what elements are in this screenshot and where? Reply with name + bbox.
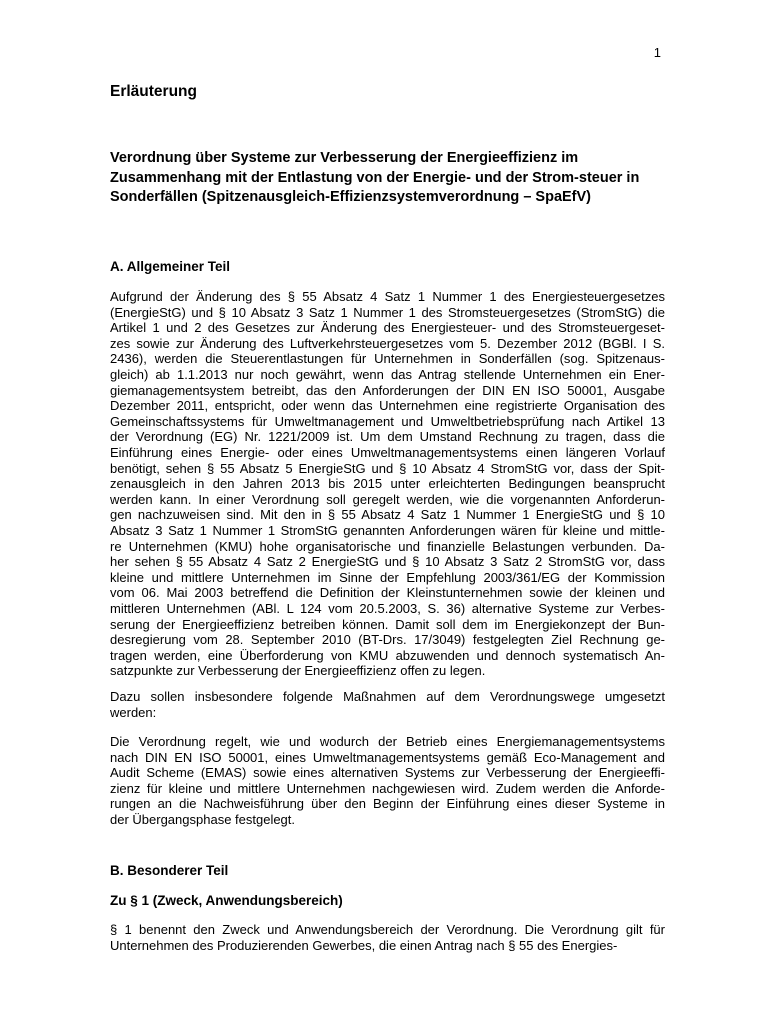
paragraph-line: gleich) ab 1.1.2013 nur noch gewährt, wenn das Antrag stellende Unternehmen ein Ener- xyxy=(110,367,665,382)
explanation-heading: Erläuterung xyxy=(110,83,197,100)
paragraph-line: tragen werden, eine Überforderung von KMU abzuwenden und dennoch systematisch An- xyxy=(110,647,665,663)
paragraph-line: satzpunkte zur Verbesserung der Energieeffizienz offen zu legen. xyxy=(110,663,486,679)
paragraph-line: werden kann. In einer Verordnung soll geregelt werden, wie die vorgenannten Anforderun- xyxy=(110,491,665,507)
paragraph-line: (EnergieStG) und § 10 Absatz 3 Satz 1 Nummer 1 des Stromsteuergesetzes (StromStG) die xyxy=(110,304,665,320)
paragraph-line: Gemeinschaftssystems für Umweltmanagement und Umweltbetriebsprüfung nach Artikel 13 xyxy=(110,413,665,429)
paragraph-line: re Unternehmen (KMU) hohe organisatorische und finanzielle Belastungen verbunden. Da- xyxy=(110,538,665,554)
paragraph-line: Dazu sollen insbesondere folgende Maßnahmen auf dem Verordnungswege umgesetzt xyxy=(110,689,665,704)
paragraph-line: Die Verordnung regelt, wie und wodurch der Betrieb eines Energiemanagementsystems xyxy=(110,734,665,749)
paragraph-line: vom 06. Mai 2003 betreffend die Definition der Kleinstunternehmen sowie der kleinen und xyxy=(110,585,665,601)
paragraph-line: desregierung vom 28. September 2010 (BT-Drs. 17/3049) festgelegten Ziel Rechnung ge- xyxy=(110,632,665,648)
page-number: 1 xyxy=(653,45,661,60)
paragraph-line: der Verordnung (EG) Nr. 1221/2009 ist. Um dem Umstand Rechnung zu tragen, dass die xyxy=(110,429,665,445)
section-a-heading: A. Allgemeiner Teil xyxy=(110,259,231,274)
paragraph-line: werden: xyxy=(110,704,157,720)
paragraph-line: rungen an die Nachweisführung über den Beginn der Einführung eines dieser Systeme in xyxy=(110,796,665,812)
section-b-subheading: Zu § 1 (Zweck, Anwendungsbereich) xyxy=(110,893,343,908)
paragraph-line: giemanagementsystem betreibt, das den Anforderungen der DIN EN ISO 50001, Ausgabe xyxy=(110,382,665,398)
paragraph-line: Absatz 3 Satz 1 Nummer 1 StromStG genannten Anforderungen wären für kleine und mittle- xyxy=(110,523,665,538)
paragraph-line: zenausgleich in den Jahren 2013 bis 2015 unter erleichterten Bedingungen beansprucht xyxy=(110,476,665,492)
paragraph-line: Dezember 2011, entspricht, oder wenn das Unternehmen eine registrierte Organisation des xyxy=(110,398,665,414)
paragraph-line: Audit Scheme (EMAS) sowie eines alternativen Systems zur Verbesserung der Energieeffi- xyxy=(110,765,665,781)
paragraph-line: gen nachzuweisen sind. Mit den in § 55 Absatz 4 Satz 1 Nummer 1 EnergieStG und § 10 xyxy=(110,507,665,523)
paragraph-line: Aufgrund der Änderung des § 55 Absatz 4 Satz 1 Nummer 1 des Energiesteuergesetzes xyxy=(110,289,665,304)
section-b-heading: B. Besonderer Teil xyxy=(110,863,229,878)
paragraph-line: kleine und mittlere Unternehmen im Sinne der Empfehlung 2003/361/EG der Kommission xyxy=(110,569,665,585)
paragraph-line: her sehen § 55 Absatz 4 Satz 2 EnergieStG und § 10 Absatz 3 Satz 2 StromStG vor, dass xyxy=(110,554,665,570)
paragraph-line: 2436), werden die Steuerentlastungen für Unternehmen in Sonderfällen (sog. Spitzenaus- xyxy=(110,351,665,367)
paragraph-line: serung der Energieeffizienz betreiben können. Damit soll dem im Energiekonzept der Bun- xyxy=(110,616,665,632)
paragraph-line: nach DIN EN ISO 50001, eines Umweltmanagementsystems gemäß Eco-Management and xyxy=(110,749,665,765)
paragraph-line: Unternehmen des Produzierenden Gewerbes, die einen Antrag nach § 55 des Energies- xyxy=(110,938,618,953)
paragraph-line: Artikel 1 und 2 des Gesetzes zur Änderung des Energiesteuer- und des Stromsteuergeset- xyxy=(110,320,665,336)
paragraph-line: mittleren Unternehmen (ABl. L 124 vom 20.5.2003, S. 36) alternative Systeme zur Verbes- xyxy=(110,601,665,616)
paragraph-line: zes sowie zur Änderung des Luftverkehrsteuergesetzes vom 5. Dezember 2012 (BGBl. I S. xyxy=(110,335,665,351)
paragraph-line: § 1 benennt den Zweck und Anwendungsbereich der Verordnung. Die Verordnung gilt für xyxy=(110,922,665,937)
paragraph-line: zienz für kleine und mittlere Unternehmen nachgewiesen wird. Zudem werden die Anforde- xyxy=(110,780,665,796)
document-title: Verordnung über Systeme zur Verbesserung der Energieeffizienz im Zusammenhang mit der Entlastung von der Energie- und der Strom-steuer in Sonderfällen (Spitzenausgleich-Effizienzsystemverordnung – SpaEfV) xyxy=(110,150,640,205)
paragraph-line: benötigt, sehen § 55 Absatz 5 EnergieStG und § 10 Absatz 4 StromStG vor, dass der Spit- xyxy=(110,460,665,476)
paragraph-line: der Übergangsphase festgelegt. xyxy=(110,812,296,827)
paragraph-line: Einführung eines Energie- oder eines Umweltmanagementsystems einen längeren Vorlauf xyxy=(110,445,665,460)
